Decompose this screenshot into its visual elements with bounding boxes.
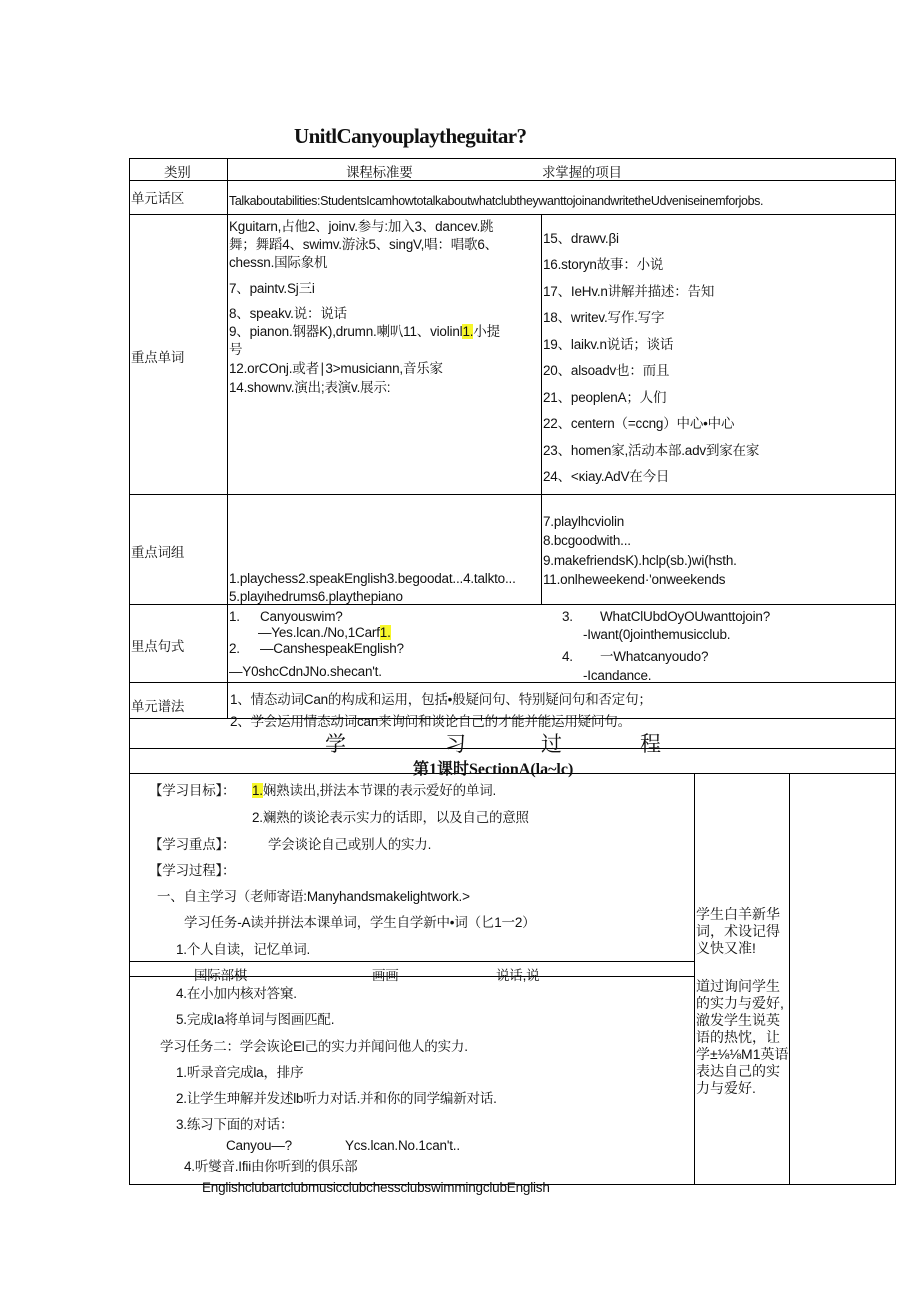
- grammar-cell: [228, 683, 895, 729]
- vocab-line: Kguitarn,占他2、joinv.参与:加入3、dancev.跳: [229, 219, 494, 234]
- phrase-line: 7.playlhcviolin: [543, 514, 625, 529]
- clipped-club-list: [130, 1176, 694, 1195]
- step-item: 4.听燮音.Ifii由你听到的俱乐部: [184, 1159, 358, 1174]
- vocab-line: 24、<κiay.AdV在今日: [543, 469, 670, 484]
- sentence-question: 一Whatcanyoudo?: [600, 649, 709, 664]
- topic-label: 单元话区: [131, 191, 185, 206]
- vocab-line: 17、IeHv.n讲解并描述：告知: [543, 284, 715, 299]
- self-study-heading: 一、自主学习（老师寄语:Manyhandsmakelightwork.>: [157, 889, 470, 904]
- vocab-line: 18、writev.写作.写字: [543, 310, 665, 325]
- goal-item: 2.斓熟的谈论表示实力的话即，以及自己的意照: [252, 810, 529, 825]
- vocab-label: 重点单词: [131, 350, 185, 365]
- phrase-line: 11.onlheweekend·'onweekends: [543, 572, 726, 587]
- vocab-line: 15、drawv.βi: [543, 231, 619, 246]
- vocab-line: 号: [229, 342, 243, 357]
- teacher-note: 学生白羊新华词，术设记得义快又准!: [696, 906, 780, 956]
- process-heading-char: 学: [325, 733, 346, 756]
- focus-text: 学会谈论自己或别人的实力.: [268, 837, 432, 852]
- sentence-question: WhatClUbdOyOUwanttojoin?: [600, 609, 771, 624]
- step-item: 1.听录音完成la，排序: [176, 1065, 304, 1080]
- process-label: 【学习过程】：: [149, 863, 236, 878]
- phrase-line: 5.playιhedrums6.playthepiano: [229, 589, 403, 604]
- task-heading: 学习任务-A读并拼法本课单词，学生自学新中•词（匕1一2）: [184, 915, 536, 930]
- sentence-answer: —Y0shcCdnJNo.shecan't.: [229, 664, 382, 679]
- word-option: 画画: [372, 968, 399, 983]
- vocab-line: 16.storyn故事：小说: [543, 257, 664, 272]
- vocab-line: 8、speakv.说：说话: [229, 306, 347, 321]
- sentence-number: 1.: [229, 609, 240, 624]
- highlight-mark: 1.: [252, 783, 263, 798]
- vocab-line: 14.shownv.演出;表演v.展示:: [229, 380, 391, 395]
- step-item: 2.让学生珅解并发述lb听力对话.并和你的同学编新对话.: [176, 1091, 497, 1106]
- sentence-answer: -Icandance.: [583, 668, 652, 683]
- process-heading-char: 习: [445, 733, 466, 756]
- grammar-line: 2、学会运用情态动词can来询问和谈论自己的才能并能运用疑问句。: [230, 714, 631, 729]
- vocab-line: 19、laikv.n说话；谈话: [543, 337, 674, 352]
- grammar-label: 单元谱法: [131, 699, 185, 714]
- word-option: 国际部棋: [194, 968, 248, 983]
- dialog-answer: Ycs.lcan.No.1can't..: [345, 1138, 460, 1153]
- vocab-line: 22、centern（=ccng）中心•中心: [543, 416, 735, 431]
- sentence-answer: -Iwant(0jointhemusicclub.: [583, 627, 731, 642]
- goal-label: 【学习目标】：: [149, 783, 236, 798]
- sentence-number: 4.: [562, 649, 573, 664]
- vocab-line: 7、paintv.Sj三i: [229, 281, 315, 296]
- header-standard: 课程标准要: [346, 165, 413, 180]
- phrase-line: 1.playchess2.speakEnglish3.begoodat...4.talkto...: [229, 571, 516, 586]
- highlight-mark: 1.: [462, 324, 474, 339]
- topic-text: Talkaboutabilities:StudentsIcamhowtotalkaboutwhatclubtheywanttojoinandwritetheUdveniseinemforjobs.: [229, 194, 764, 208]
- word-option: 说话,说: [496, 968, 540, 983]
- process-heading-char: 过: [541, 733, 562, 756]
- phrase-line: 9.makefriendsK).hclp(sb.)wi(hsth.: [543, 553, 737, 568]
- club-list: EnglishclubartclubmusicclubchessclubswimmingclubEnglish: [202, 1180, 550, 1195]
- goal-item: 1.娴熟读出,拼法本节课的表示爱好的单词.: [252, 783, 497, 798]
- phrase-line: 8.bcgoodwith...: [543, 533, 631, 548]
- teacher-note: 道过询问学生的实力与爱好,澈发学生说英语的热忱，让学±⅛⅛M1英语表达自己的实力与爱好.: [696, 978, 789, 1096]
- sentence-answer: —Yes.lcan./No,1Carf1.: [258, 625, 391, 640]
- grammar-line: 1、情态动词Can的构成和运用，包括•般疑问句、特别疑问句和否定句；: [230, 692, 652, 707]
- header-category: 类别: [164, 165, 191, 180]
- sentence-question: —CanshespeakEnglish?: [260, 641, 404, 656]
- vocab-line: 舞；舞蹈4、swimv.游泳5、singV,唱：唱歌6、: [229, 237, 498, 252]
- header-items: 求掌握的项目: [542, 165, 622, 180]
- dialog-question: Canyou—?: [226, 1138, 292, 1153]
- focus-label: 【学习重点】：: [149, 837, 236, 852]
- clipped-word-row: [130, 962, 694, 983]
- vocab-line: 21、peoplenA；人们: [543, 390, 667, 405]
- step-item: 3.练习下面的对话：: [176, 1117, 294, 1132]
- sentence-number: 2.: [229, 641, 240, 656]
- document-title: UnitlCanyouplaytheguitar?: [294, 124, 527, 148]
- process-heading-char: 程: [640, 733, 661, 756]
- vocab-line: 12.orCOnj.或者∣3>musiciann,音乐家: [229, 361, 443, 376]
- sentences-label: 里点句式: [131, 639, 185, 654]
- step-item: 1.个人自读，记忆单词.: [176, 942, 311, 957]
- sentence-question: Canyouswim?: [260, 609, 343, 624]
- step-item: 4.在小加内核对答窠.: [176, 986, 297, 1001]
- vocab-line: 20、alsoadv也：而且: [543, 363, 670, 378]
- highlight-mark: 1.: [379, 625, 391, 640]
- table-header: [130, 159, 895, 180]
- vocab-line: 23、homen家,活动本部.adv到家在家: [543, 443, 760, 458]
- vocab-line: 9、pianon.钢器K),drumn.喇叭11、violinl1.小提: [229, 324, 500, 339]
- vocab-line: chessn.国际象机: [229, 255, 328, 270]
- lesson-title: 第1课时SectionA(la~lc): [413, 761, 574, 778]
- phrases-label: 重点词组: [131, 545, 185, 560]
- sentence-number: 3.: [562, 609, 573, 624]
- task-heading: 学习任务二：学会诙论El己的实力并闻问他人的实力.: [160, 1039, 468, 1054]
- step-item: 5.完成Ia将单词与图画匹配.: [176, 1012, 335, 1027]
